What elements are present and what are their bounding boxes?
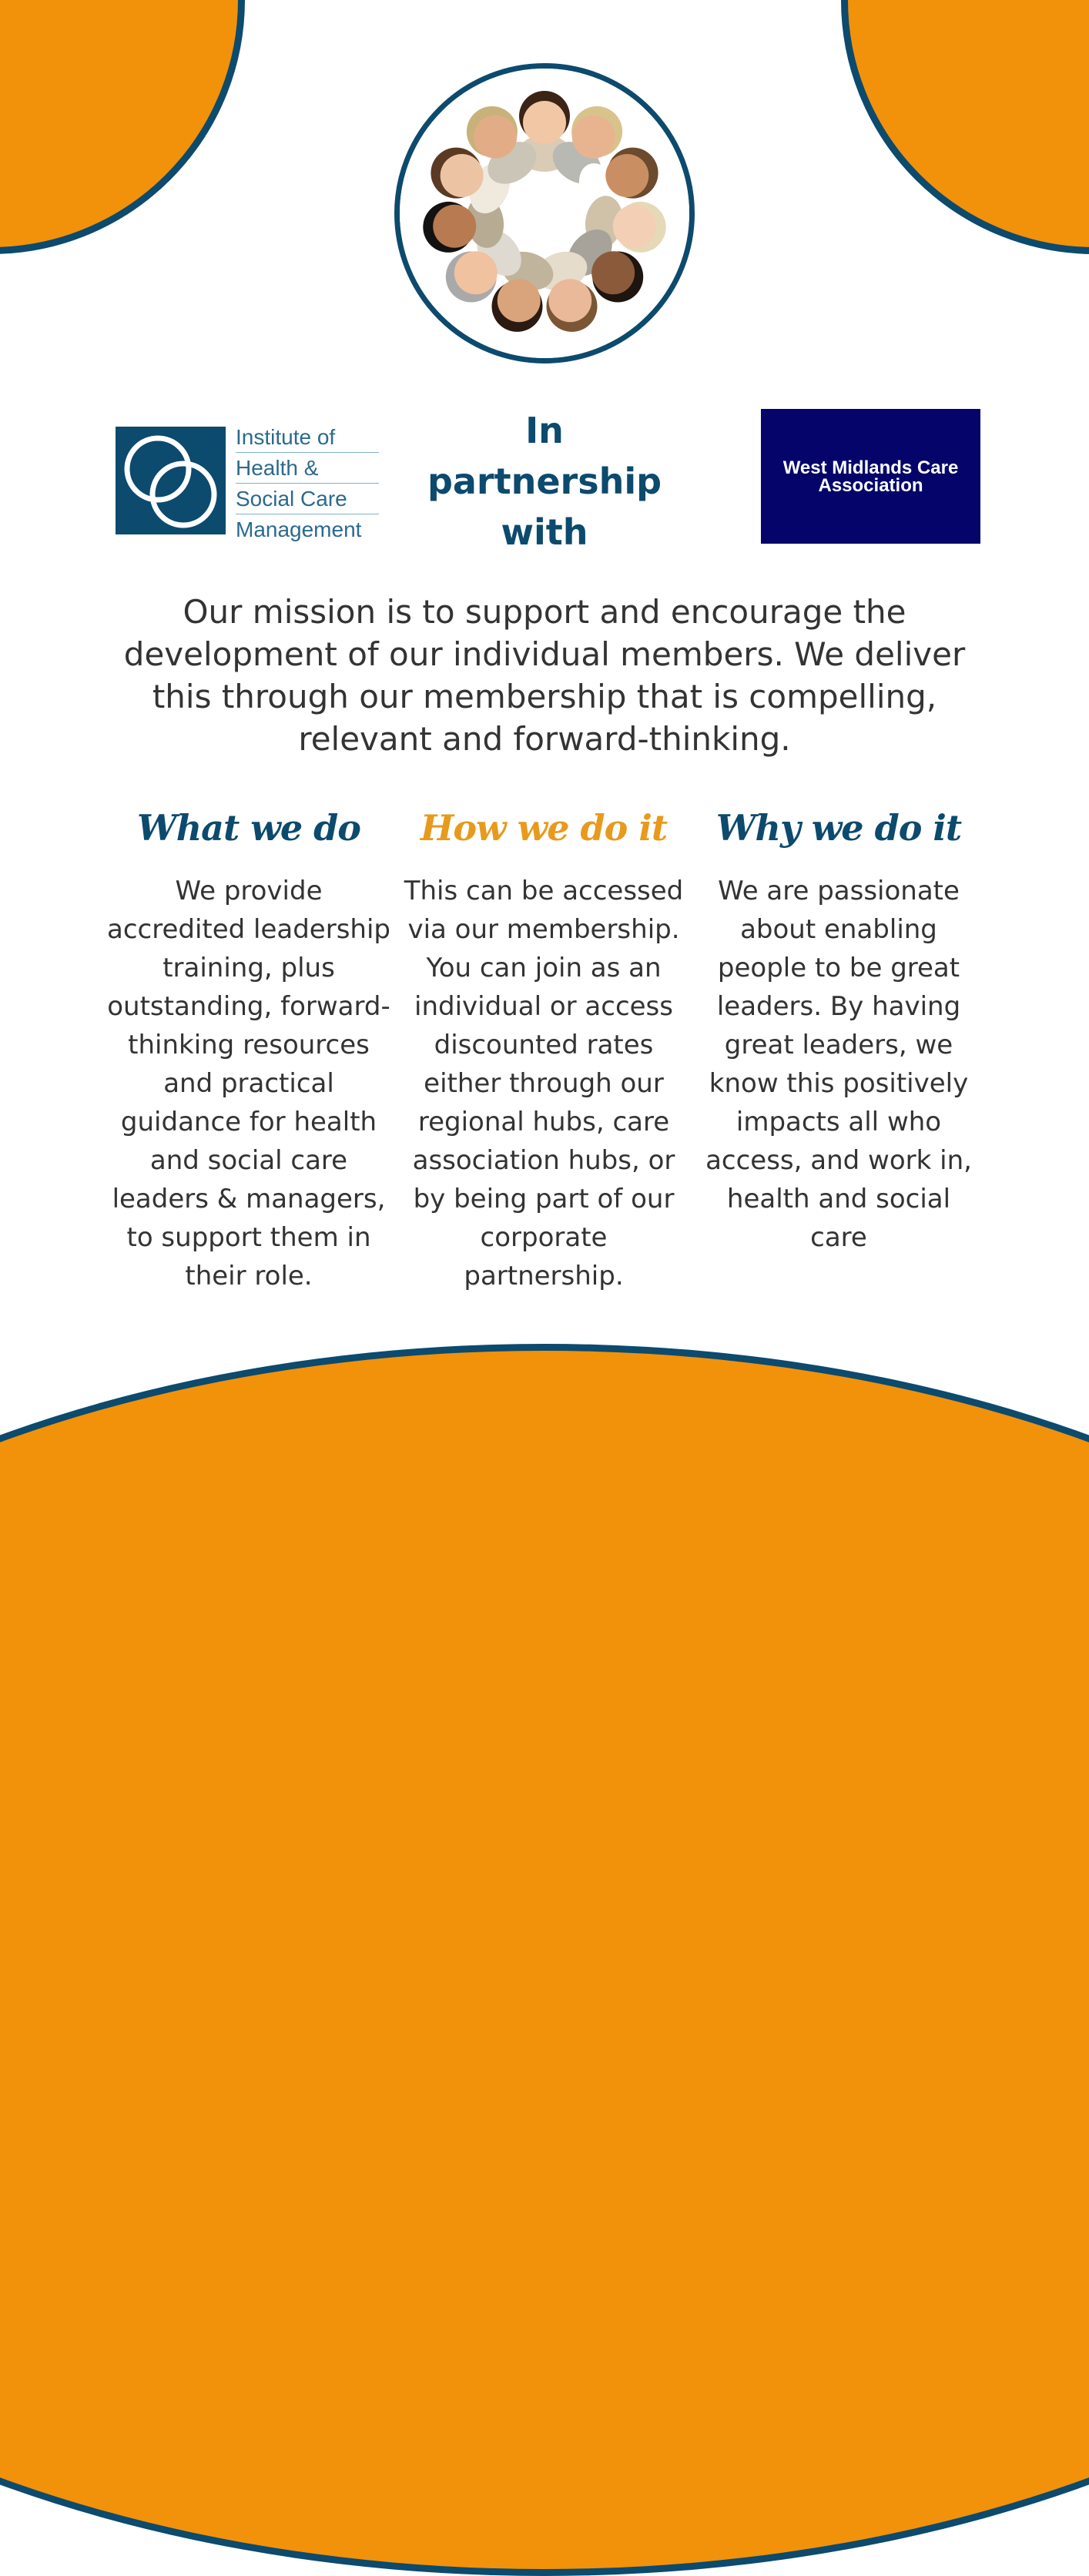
person-face [433,205,476,248]
column-heading: How we do it [420,807,668,849]
column-why-we-do-it [696,797,981,1257]
person-face [572,116,615,159]
person-face [454,251,498,294]
team-circle-photo [394,63,695,363]
ihscm-logo-line: Management [236,518,362,541]
person-face [474,116,517,159]
ihscm-logo-line: Institute of [236,422,379,453]
person-face [591,251,635,294]
column-body: We are passionate about enabling people to be great leaders. By having great leaders, we know this positively impacts all who access, and work in, health and social care [705,876,972,1253]
column-heading: What we do [137,807,360,849]
ihscm-rings-icon [116,427,226,534]
person-face [441,154,484,197]
ihscm-logo-line: Health & [236,453,379,484]
wmca-logo [761,409,980,544]
wmca-logo-text: West Midlands Care Association [782,457,959,496]
person-face [605,154,648,197]
column-what-we-do [106,797,391,1295]
partnership-heading: In partnership with [427,410,662,553]
column-body: This can be accessed via our membership. You can join as an individual or access discounted rates either through our regional hubs, care association hubs, or by being part of our corporate partnership. [404,876,684,1291]
person-face [498,279,541,322]
mission-statement: Our mission is to support and encourage the development of our individual members. We deliver this through our membership that is compelling, relevant and forward-thinking. [123,593,966,758]
decorative-circle-top-right [841,0,1089,254]
column-how-we-do-it [401,797,686,1295]
person-face [548,279,591,322]
ihscm-logo [116,422,379,541]
column-heading: Why we do it [715,807,962,849]
person-face [523,101,566,144]
ihscm-logo-line: Social Care [236,484,379,514]
column-body: We provide accredited leadership training, plus outstanding, forward-thinking resources and practical guidance for health and social care leaders & managers, to support them in their role. [106,876,390,1291]
person-face [613,205,656,248]
decorative-circle-top-left [0,0,245,254]
decorative-arc-bottom [0,1344,1089,2576]
